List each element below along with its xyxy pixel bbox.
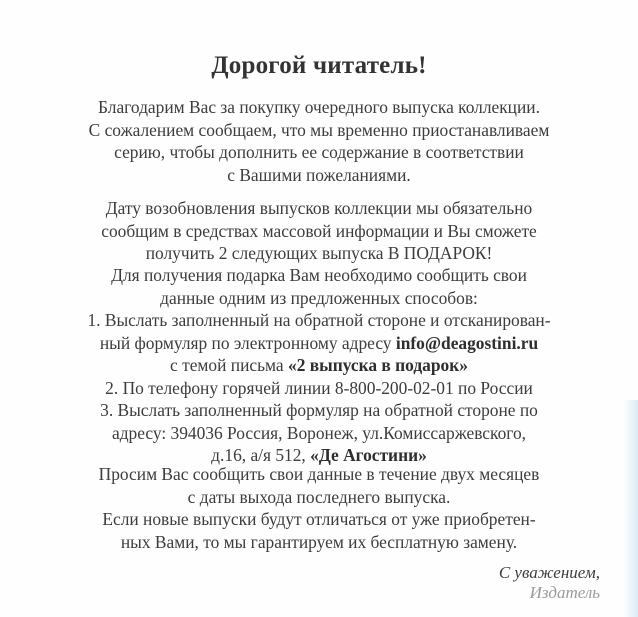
option-3-line-1: 3. Выслать заполненный формуляр на обратной стороне по <box>100 400 538 420</box>
hotline-phone[interactable]: 8-800-200-02-01 <box>334 377 454 398</box>
text-line: получить 2 следующих выпуска В ПОДАРОК! <box>145 243 493 263</box>
text-line: Для получения подарка Вам необходимо сообщить свои <box>111 265 527 285</box>
text-line: данные одним из предложенных способов: <box>160 287 478 308</box>
paragraph-deadline <box>0 463 638 553</box>
text-line: сообщим в средствах массовой информации и Вы сможете <box>101 220 537 241</box>
address-text: д.16, а/я 512, <box>211 445 311 465</box>
closing-text: С уважением, <box>498 563 600 582</box>
text-line: Благодарим Вас за покупку очередного выпуска коллекции. <box>98 97 540 117</box>
option-1-line-3 <box>0 354 638 377</box>
signer-text: Издатель <box>529 583 600 602</box>
text-line: Просим Вас сообщить свои данные в течение двух месяцев <box>98 464 540 484</box>
text-line: С сожалением сообщаем, что мы временно приостанавливаем <box>88 119 550 140</box>
letter-title: Дорогой читатель! <box>211 52 427 79</box>
text-line: Дату возобновления выпусков коллекции мы обязательно <box>105 198 533 218</box>
company-name: «Де Агостини» <box>310 445 427 465</box>
text-line: ных Вами, то мы гарантируем их бесплатную замену. <box>120 531 518 552</box>
letter-signature <box>499 563 600 603</box>
option-2-suffix: по России <box>453 377 533 398</box>
text-line: Если новые выпуски будут отличаться от уже приобретен- <box>102 509 536 529</box>
paragraph-thanks <box>0 96 638 186</box>
option-2-text: 2. По телефону горячей линии <box>105 377 335 398</box>
option-1-line-1: 1. Выслать заполненный на обратной стороне и отсканирован- <box>87 310 551 330</box>
text-line: серию, чтобы дополнить ее содержание в соответствии <box>114 142 524 162</box>
option-2-line <box>0 377 638 400</box>
subject-label: с темой письма <box>170 355 289 375</box>
text-line: с даты выхода последнего выпуска. <box>187 486 451 507</box>
paragraph-gift-instructions <box>0 264 638 467</box>
email-subject: «2 выпуска в подарок» <box>288 355 468 375</box>
text-line: с Вашими пожеланиями. <box>227 164 411 185</box>
paragraph-resume-notice <box>0 197 638 265</box>
email-link[interactable]: info@deagostini.ru <box>395 332 539 353</box>
option-1-line-2 <box>0 332 638 355</box>
option-1-text: ный формуляр по электронному адресу <box>99 332 396 353</box>
option-3-line-2: адресу: 394036 Россия, Воронеж, ул.Комиссаржевского, <box>111 422 527 443</box>
